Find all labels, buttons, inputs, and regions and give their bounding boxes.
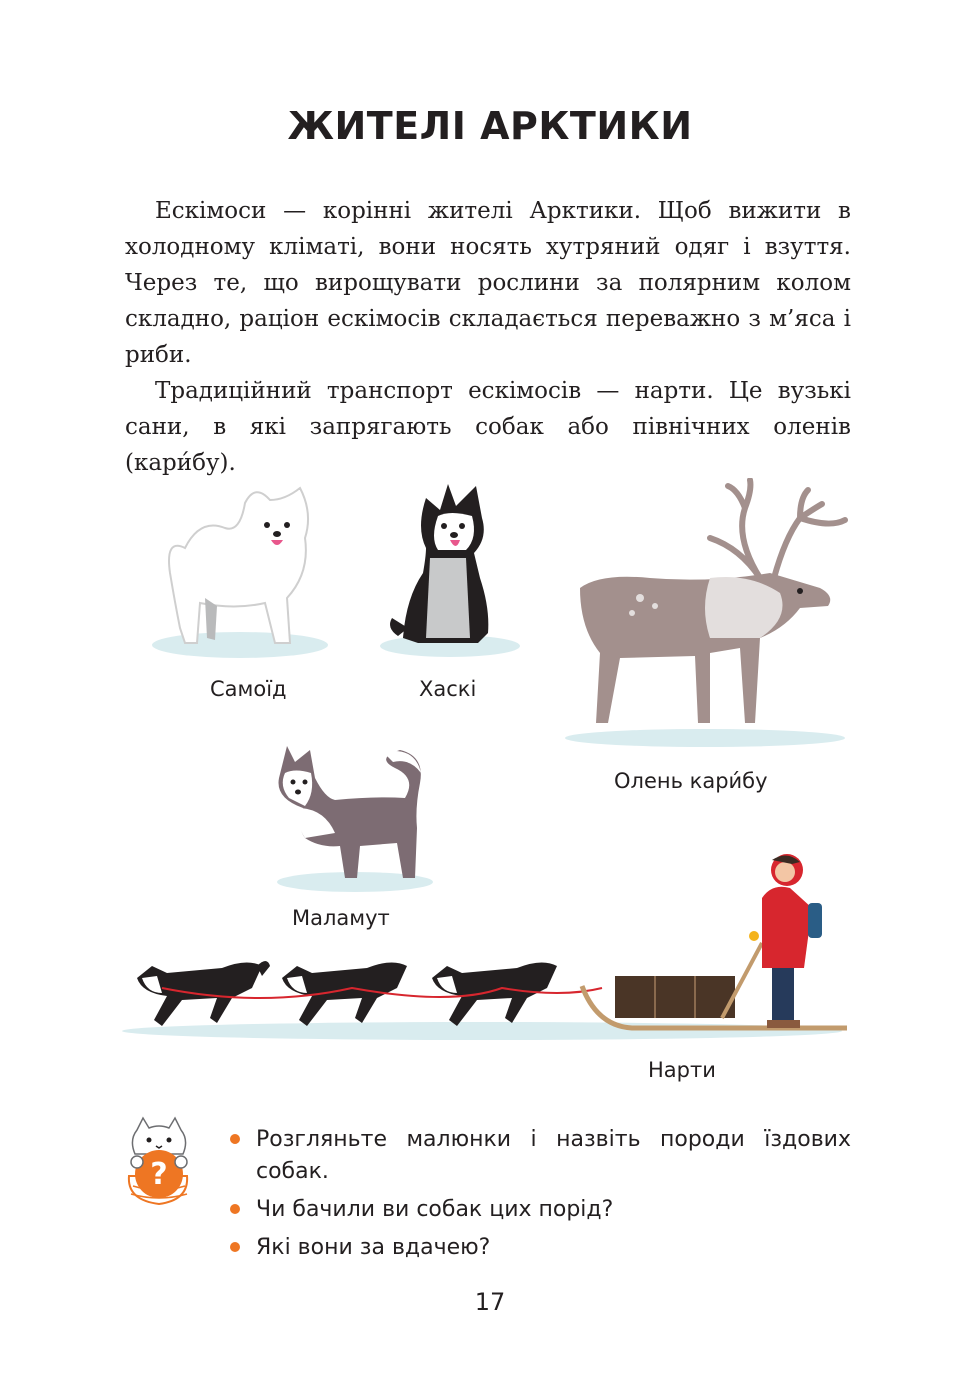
sled-dog-1	[137, 961, 270, 1026]
caption-caribou: Олень кари́бу	[614, 769, 768, 793]
body-text	[125, 193, 851, 481]
bullet-icon	[230, 1242, 240, 1252]
question-item: Чи бачили ви собак цих порід?	[228, 1194, 851, 1226]
page-title: ЖИТЕЛІ АРКТИКИ	[287, 104, 693, 148]
bullet-icon	[230, 1134, 240, 1144]
paragraph-2: Традиційний транспорт ескімосів — нарти. Це вузькі сани, в які запрягають собак або північних оленів (кари́бу).	[125, 378, 851, 476]
dog-sled-illustration	[122, 848, 857, 1043]
caption-malamute: Маламут	[292, 906, 390, 930]
caption-samoyed: Самоїд	[210, 677, 287, 701]
question-list	[228, 1124, 851, 1270]
sled-dog-3	[432, 962, 557, 1026]
paragraph-1: Ескімоси — корінні жителі Арктики. Щоб вижити в холодному кліматі, вони носять хутряний одяг і взуття. Через те, що вирощувати рослини за полярним колом складно, раціон ескімосів складається переважно з м’яса і риби.	[125, 198, 851, 368]
samoyed-illustration	[145, 478, 335, 663]
bullet-icon	[230, 1204, 240, 1214]
svg-text:?: ?	[150, 1157, 168, 1192]
caption-sled: Нарти	[648, 1058, 716, 1082]
inuit-person	[749, 854, 822, 1028]
cat-question-mascot-icon	[123, 1116, 195, 1208]
caribou-illustration	[560, 478, 860, 748]
sled	[582, 943, 847, 1028]
caption-husky: Хаскі	[419, 677, 477, 701]
question-item: Розгляньте малюнки і назвіть породи їздових собак.	[228, 1124, 851, 1188]
husky-illustration	[378, 478, 523, 663]
page-number: 17	[474, 1288, 506, 1316]
question-item: Які вони за вдачею?	[228, 1232, 851, 1264]
